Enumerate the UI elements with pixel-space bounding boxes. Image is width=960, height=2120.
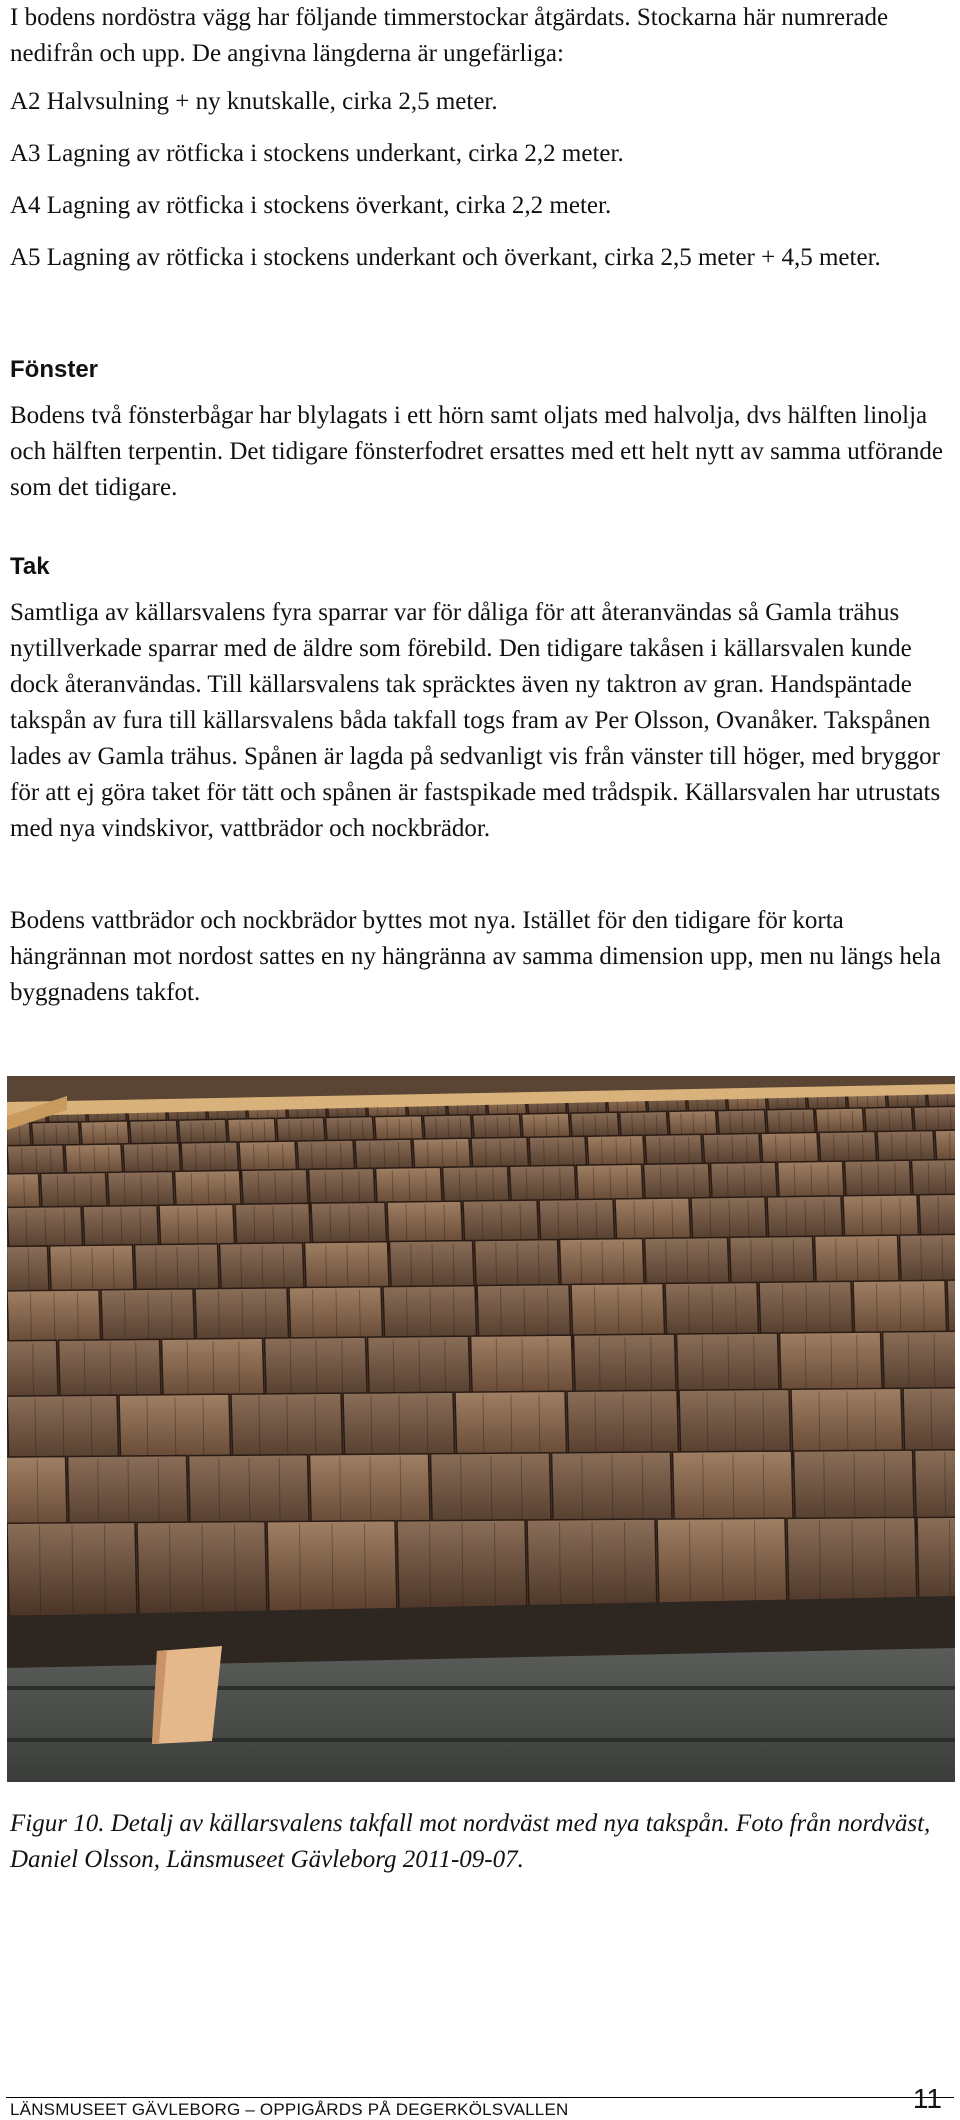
section-heading-fonster: Fönster (10, 356, 99, 383)
figure-caption: Figur 10. Detalj av källarsvalens takfall mot nordväst med nya takspån. Foto från nordväst, Daniel Olsson, Länsmuseet Gävleborg 2011-09-07. (10, 1810, 931, 1873)
roof-shingles-photo (7, 1076, 955, 1782)
footer-publisher: LÄNSMUSEET GÄVLEBORG – OPPIGÅRDS PÅ DEGERKÖLSVALLEN (10, 2100, 569, 2119)
log-item-a4: A4 Lagning av rötficka i stockens överkant, cirka 2,2 meter. (10, 192, 612, 219)
footer-divider (6, 2097, 954, 2098)
tak-paragraph-1: Samtliga av källarsvalens fyra sparrar var för dåliga för att återanvändas så Gamla trähus nytillverkade sparrar med de äldre som förebild. Den tidigare takåsen i källarsvalen kunde dock återanvändas. Till källarsvalens tak spräcktes även ny taktron av gran. Handspäntade takspån av fura till källarsvalens båda takfall togs fram av Per Olsson, Ovanåker. Takspånen lades av Gamla trähus. Spånen är lagda på sedvanligt vis från vänster till höger, med bryggor för att ej göra taket för tätt och spånen är fastspikade med trådspik. Källarsvalen har utrustats med nya vindskivor, vattbrädor och nockbrädor. (10, 599, 941, 842)
log-item-a5: A5 Lagning av rötficka i stockens underkant och överkant, cirka 2,5 meter + 4,5 meter. (10, 244, 881, 271)
section-heading-tak: Tak (10, 553, 50, 580)
intro-paragraph: I bodens nordöstra vägg har följande timmerstockar åtgärdats. Stockarna här numrerade nedifrån och upp. De angivna längderna är ungefärliga: (10, 4, 889, 67)
fonster-paragraph: Bodens två fönsterbågar har blylagats i ett hörn samt oljats med halvolja, dvs hälften linolja och hälften terpentin. Det tidigare fönsterfodret ersattes med ett helt nytt av samma utförande som det tidigare. (10, 402, 943, 501)
log-item-a3: A3 Lagning av rötficka i stockens underkant, cirka 2,2 meter. (10, 140, 624, 167)
page-number: 11 (912, 2083, 942, 2114)
log-item-a2: A2 Halvsulning + ny knutskalle, cirka 2,5 meter. (10, 88, 498, 115)
tak-paragraph-2: Bodens vattbrädor och nockbrädor byttes mot nya. Istället för den tidigare för korta hängrännan mot nordost sattes en ny hängränna av samma dimension upp, men nu längs hela byggnadens takfot. (10, 907, 942, 1006)
